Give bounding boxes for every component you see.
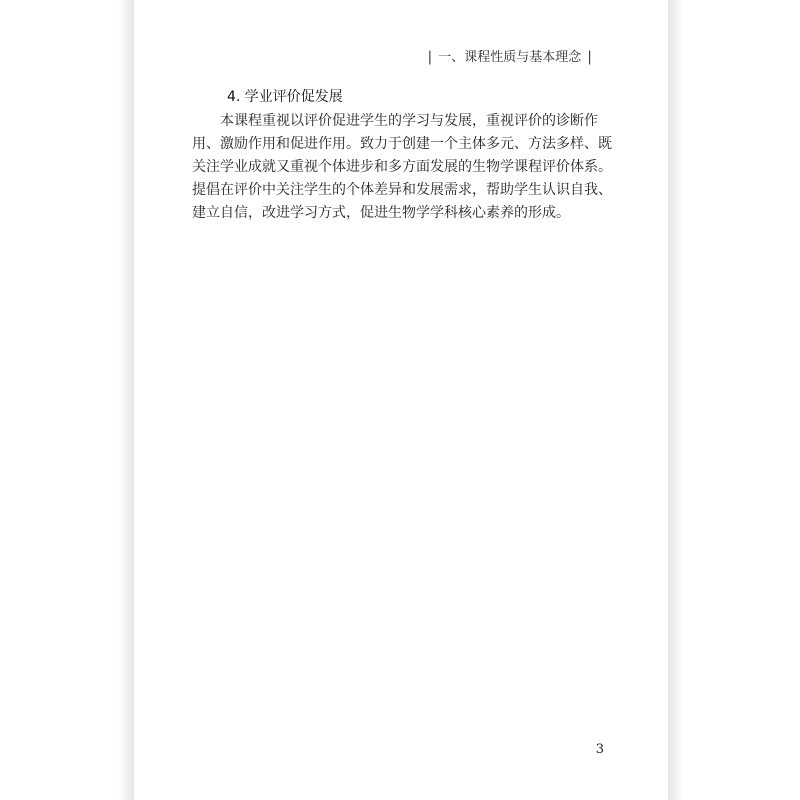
header-bar-left: | (427, 49, 433, 65)
paragraph-line: 关注学业成就又重视个体进步和多方面发展的生物学课程评价体系。 (192, 159, 612, 175)
page-shadow-right (668, 0, 684, 800)
document-page (134, 0, 668, 800)
page-number: 3 (595, 742, 604, 757)
paragraph-line: 提倡在评价中关注学生的个体差异和发展需求，帮助学生认识自我、 (192, 182, 612, 198)
paragraph-line: 用、激励作用和促进作用。致力于创建一个主体多元、方法多样、既 (192, 136, 612, 152)
page-shadow-left (118, 0, 134, 800)
paragraph-line: 本课程重视以评价促进学生的学习与发展，重视评价的诊断作 (220, 113, 598, 129)
paragraph (192, 110, 616, 225)
running-header (422, 46, 598, 65)
section-heading: 4. 学业评价促发展 (227, 89, 343, 105)
header-title: 一、课程性质与基本理念 (438, 50, 582, 65)
header-bar-right: | (587, 49, 592, 65)
paragraph-line: 建立自信，改进学习方式，促进生物学学科核心素养的形成。 (192, 205, 570, 221)
